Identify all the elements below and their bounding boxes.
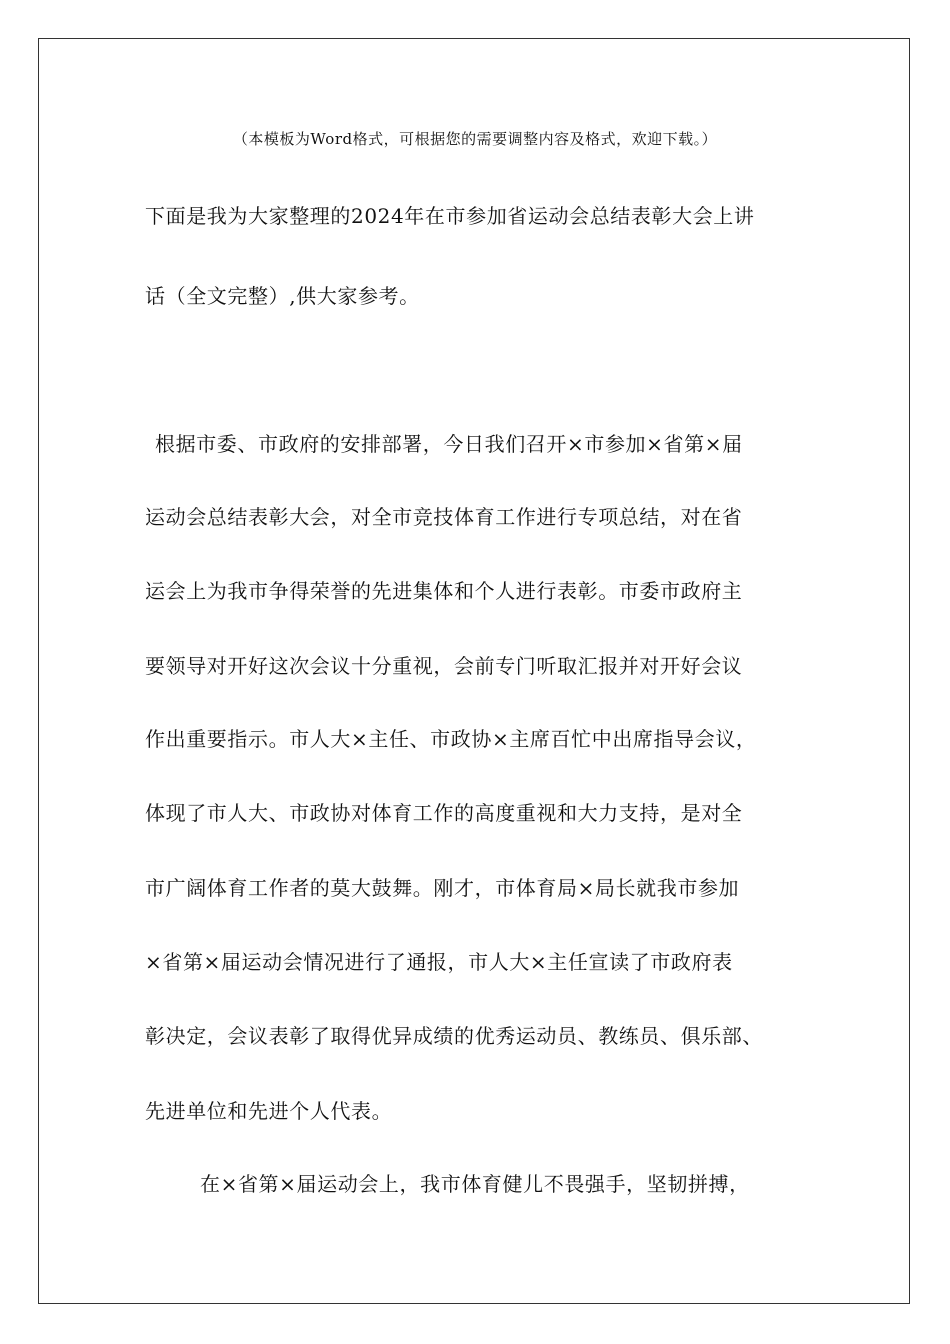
paragraph-1-line-7: 市广阔体育工作者的莫大鼓舞。刚才，市体育局×局长就我市参加 <box>145 876 740 900</box>
paragraph-1-line-9: 彰决定，会议表彰了取得优异成绩的优秀运动员、教练员、俱乐部、 <box>145 1024 763 1048</box>
paragraph-1-line-1: 根据市委、市政府的安排部署，今日我们召开×市参加×省第×届 <box>155 432 743 456</box>
paragraph-1-line-5: 作出重要指示。市人大×主任、市政协×主席百忙中出席指导会议， <box>145 727 757 751</box>
paragraph-1-line-3: 运会上为我市争得荣誉的先进集体和个人进行表彰。市委市政府主 <box>145 579 743 603</box>
paragraph-1-line-10: 先进单位和先进个人代表。 <box>145 1099 393 1123</box>
paragraph-1-line-6: 体现了市人大、市政协对体育工作的高度重视和大力支持，是对全 <box>145 801 743 825</box>
paragraph-1-line-2: 运动会总结表彰大会，对全市竞技体育工作进行专项总结，对在省 <box>145 505 743 529</box>
paragraph-1-line-4: 要领导对开好这次会议十分重视，会前专门听取汇报并对开好会议 <box>145 654 743 678</box>
paragraph-2-line-1: 在×省第×届运动会上，我市体育健儿不畏强手，坚韧拼搏， <box>200 1172 750 1196</box>
paragraph-1-line-8: ×省第×届运动会情况进行了通报，市人大×主任宣读了市政府表 <box>145 950 733 974</box>
intro-line-1: 下面是我为大家整理的2024年在市参加省运动会总结表彰大会上讲 <box>145 204 755 228</box>
intro-line-2: 话（全文完整）,供大家参考。 <box>145 284 420 308</box>
template-note: （本模板为Word格式，可根据您的需要调整内容及格式，欢迎下载。） <box>232 130 718 148</box>
